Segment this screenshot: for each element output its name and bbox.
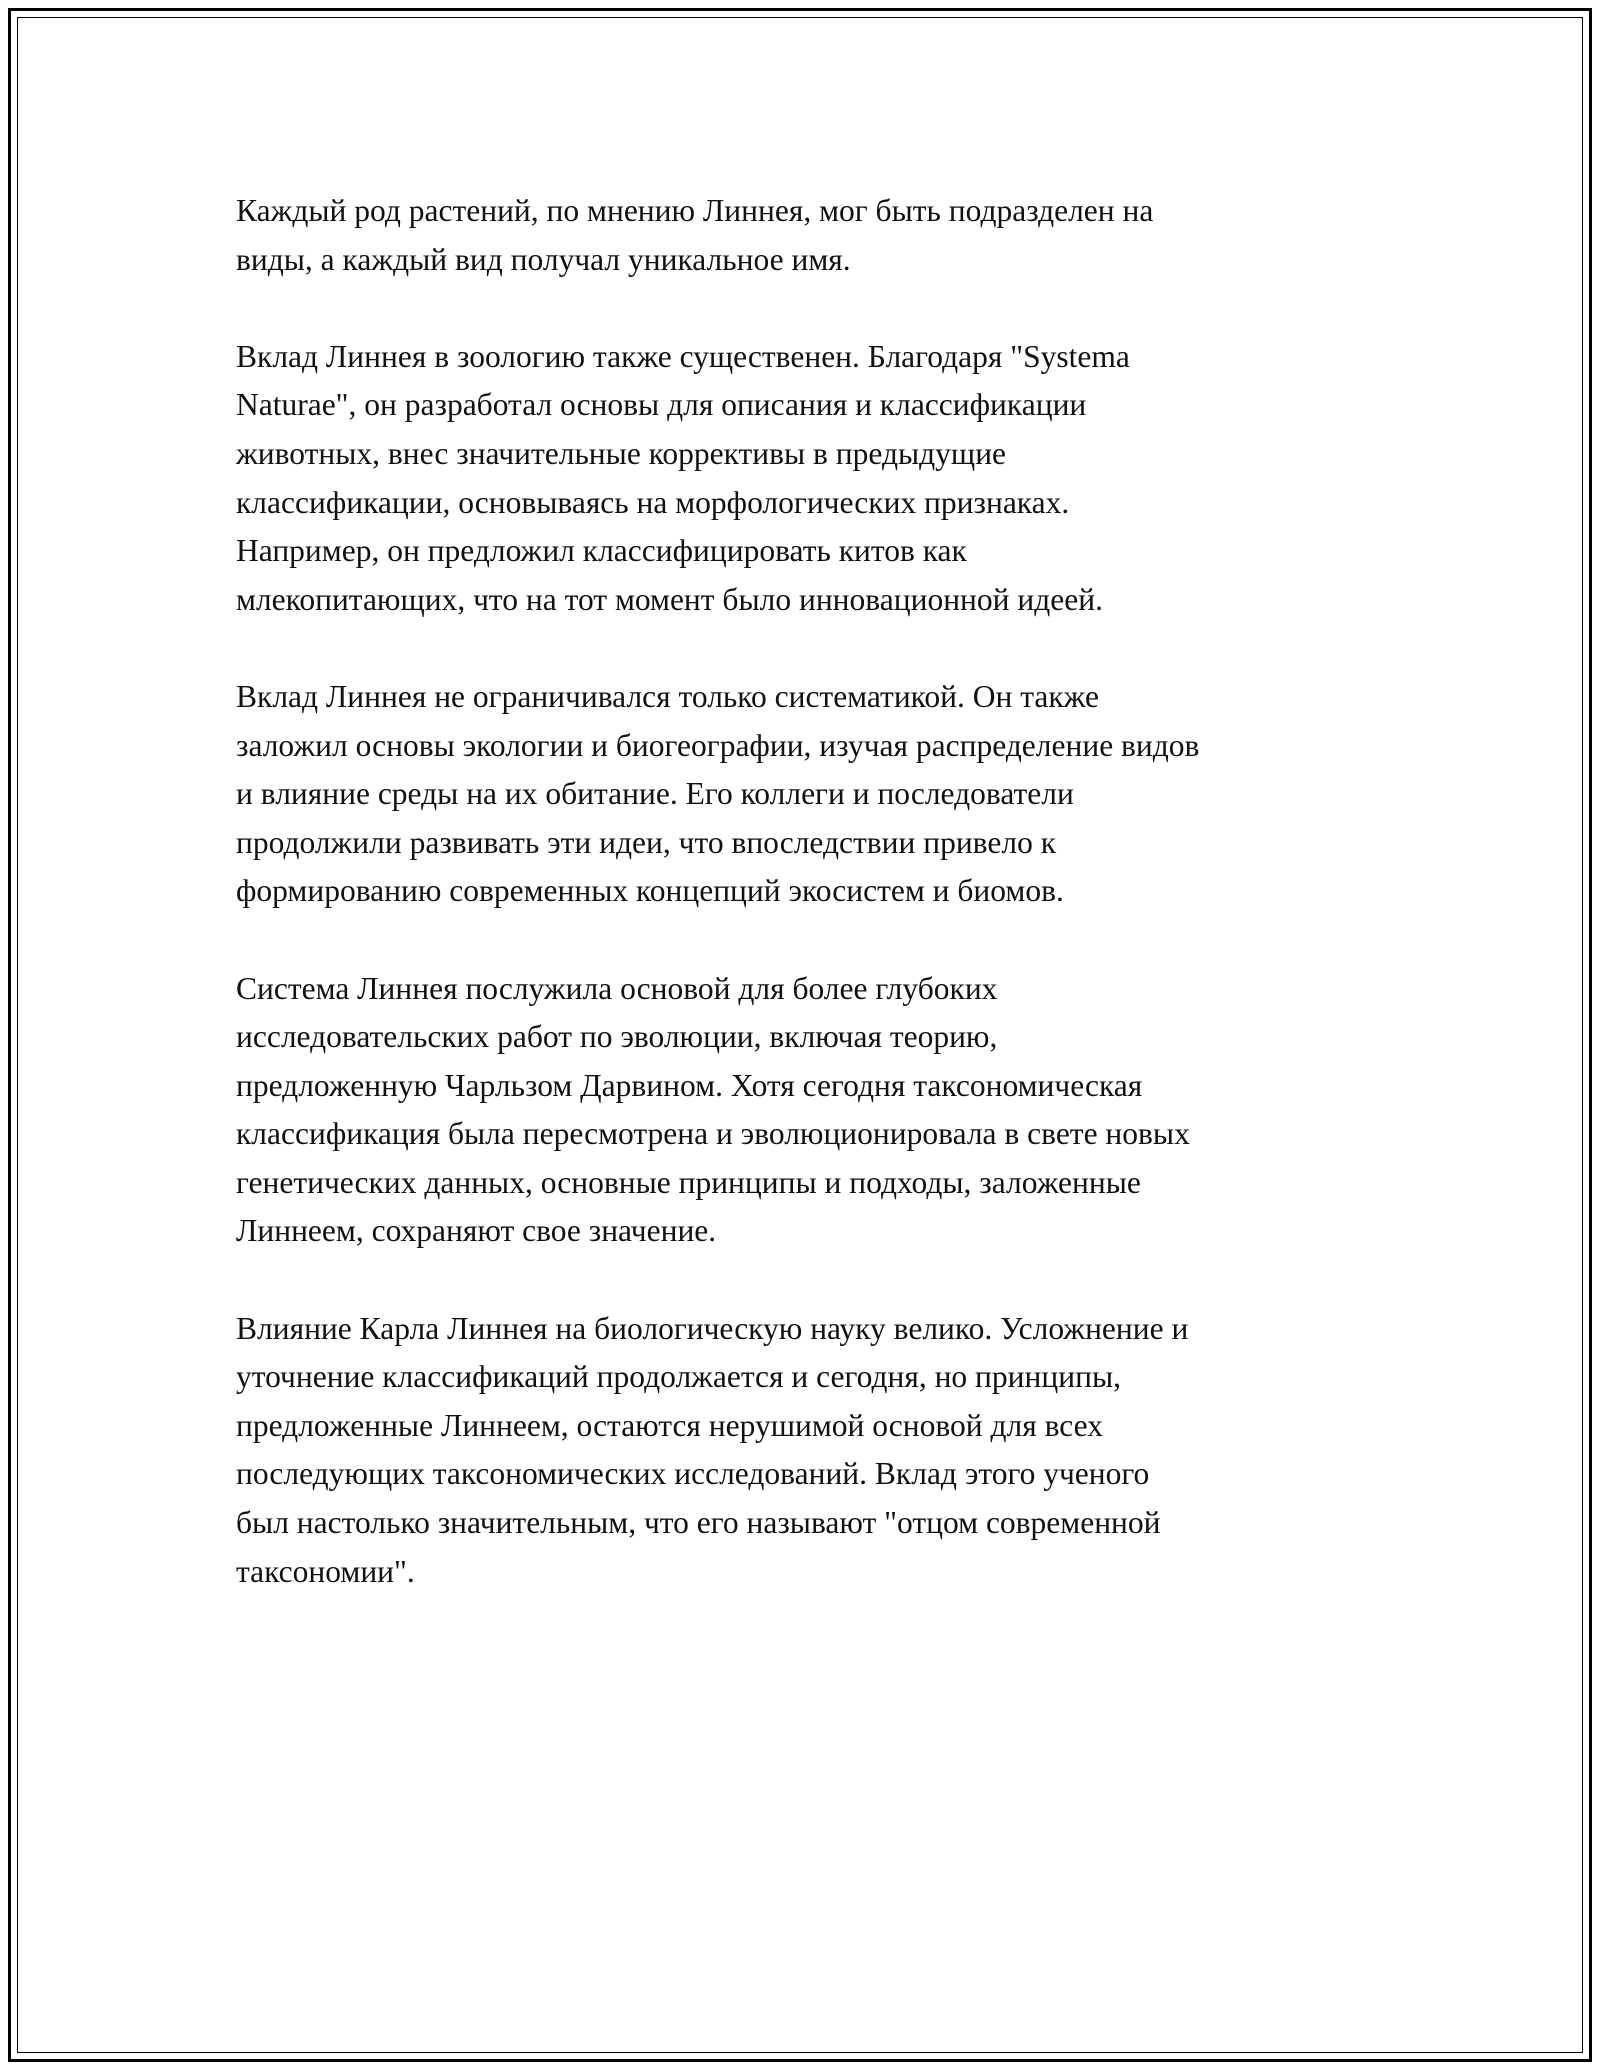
paragraph-influence: Влияние Карла Линнея на биологическую науку велико. Усложнение и уточнение классификаций продолжается и сегодня, но принципы, предложенные Линнеем, остаются нерушимой основой для всех последующих таксономических исследований. Вклад этого ученого был настолько значительным, что его называют "отцом современной таксономии". xyxy=(236,1310,1189,1589)
paragraph-zoology: Вклад Линнея в зоологию также существенен. Благодаря "Systema Naturae", он разработал основы для описания и классификации животных, внес значительные коррективы в предыдущие классификации, основываясь на морфологических признаках. Например, он предложил классифицировать китов как млекопитающих, что на тот момент было инновационной идеей. xyxy=(236,338,1130,617)
paragraph-evolution: Система Линнея послужила основой для более глубоких исследовательских работ по эволюции, включая теорию, предложенную Чарльзом Дарвином. Хотя сегодня таксономическая классификация была пересмотрена и эволюционировала в свете новых генетических данных, основные принципы и подходы, заложенные Линнеем, сохраняют свое значение. xyxy=(236,970,1190,1249)
paragraph-ecology: Вклад Линнея не ограничивался только систематикой. Он также заложил основы экологии и биогеографии, изучая распределение видов и влияние среды на их обитание. Его коллеги и последователи продолжили развивать эти идеи, что впоследствии привело к формированию современных концепций экосистем и биомов. xyxy=(236,678,1200,909)
paragraph-genus-species: Каждый род растений, по мнению Линнея, мог быть подразделен на виды, а каждый вид получал уникальное имя. xyxy=(236,193,1154,277)
document-body xyxy=(236,187,1376,1645)
